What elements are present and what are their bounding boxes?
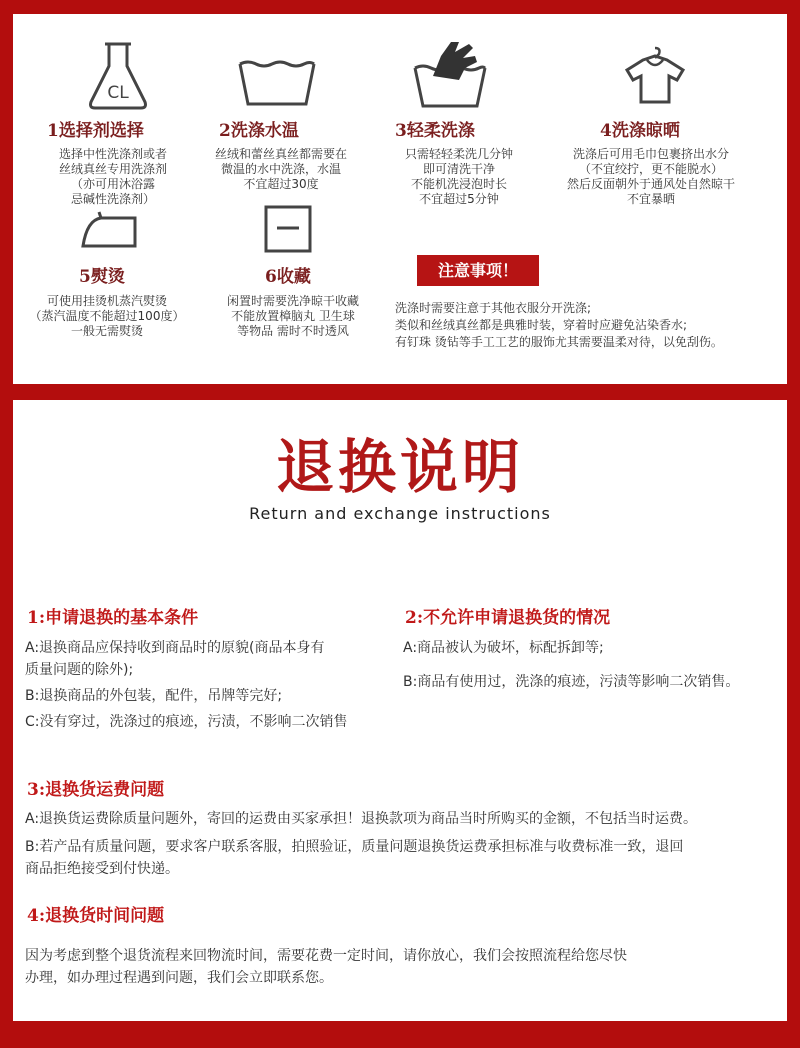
section-1-title: 1:申请退换的基本条件 xyxy=(27,608,199,628)
care-item-5-desc: 可使用挂烫机蒸汽熨烫 （蒸汽温度不能超过100度） 一般无需熨烫 xyxy=(29,294,185,338)
care-item-4-desc: 洗涤后可用毛巾包裹挤出水分 （不宜绞拧，更不能脱水） 然后反面朝外于通风处自然晾干 不宜暴晒 xyxy=(566,147,735,206)
section-3-text: A:退换货运费除质量问题外，寄回的运费由买家承担！退换款项为商品当时所购买的金额，不包括当时运费。 B:若产品有质量问题，要求客户联系客服，拍照验证，质量问题退换货运费承担标准与收费标准一致，退回 商品拒绝接受到付快递。 xyxy=(25,811,698,877)
storage-box-icon xyxy=(263,204,313,254)
care-item-4-title: 4洗涤晾晒 xyxy=(600,121,680,141)
wash-tub-icon xyxy=(236,58,318,108)
iron-icon xyxy=(79,210,139,252)
notice-badge: 注意事项！ xyxy=(417,255,539,286)
section-4-text: 因为考虑到整个退货流程来回物流时间，需要花费一定时间，请你放心，我们会按照流程给您尽快 办理，如办理过程遇到问题，我们会立即联系您。 xyxy=(25,948,627,986)
care-item-3-desc: 只需轻轻柔洗几分钟 即可清洗干净 不能机洗浸泡时长 不宜超过5分钟 xyxy=(404,147,513,206)
flask-label: CL xyxy=(107,83,129,103)
section-1-text: A:退换商品应保持收到商品时的原貌(商品本身有 质量问题的除外); B:退换商品的外包装，配件，吊牌等完好; C:没有穿过，洗涤过的痕迹，污渍，不影响二次销售 xyxy=(25,640,348,730)
care-instructions-panel xyxy=(13,14,787,384)
hand-wash-icon xyxy=(411,36,489,110)
notice-lines: 洗涤时需要注意于其他衣服分开洗涤; 类似和丝绒真丝都是典雅时装，穿着时应避免沾染香水; 有钉珠 烫钻等手工工艺的服饰尤其需要温柔对待，以免刮伤。 xyxy=(395,301,723,349)
section-2-text: A:商品被认为破坏，标配拆卸等; B:商品有使用过，洗涤的痕迹，污渍等影响二次销售。 xyxy=(403,640,740,690)
section-4-title: 4:退换货时间问题 xyxy=(27,906,165,926)
section-3-title: 3:退换货运费问题 xyxy=(27,780,165,800)
section-2-title: 2:不允许申请退换货的情况 xyxy=(405,608,611,628)
care-item-1-title: 1选择剂选择 xyxy=(47,121,144,141)
care-item-2-desc: 丝绒和蕾丝真丝都需要在 微温的水中洗涤，水温 不宜超过30度 xyxy=(214,147,347,191)
returns-panel xyxy=(13,400,787,1021)
care-item-6-title: 6收藏 xyxy=(265,267,311,287)
chlorine-flask-icon xyxy=(85,40,151,112)
care-item-2-title: 2洗涤水温 xyxy=(219,121,299,141)
shirt-hanger-icon xyxy=(623,44,687,106)
care-item-1-desc: 选择中性洗涤剂或者 丝绒真丝专用洗涤剂 （亦可用沐浴露 忌碱性洗涤剂） xyxy=(58,147,167,206)
care-item-5-title: 5熨烫 xyxy=(79,267,125,287)
returns-subtitle: Return and exchange instructions xyxy=(249,504,551,523)
care-item-3-title: 3轻柔洗涤 xyxy=(395,121,475,141)
care-item-6-desc: 闲置时需要洗净晾干收藏 不能放置樟脑丸 卫生球 等物品 需时不时透风 xyxy=(226,294,359,338)
returns-title: 退换说明 xyxy=(275,433,524,501)
